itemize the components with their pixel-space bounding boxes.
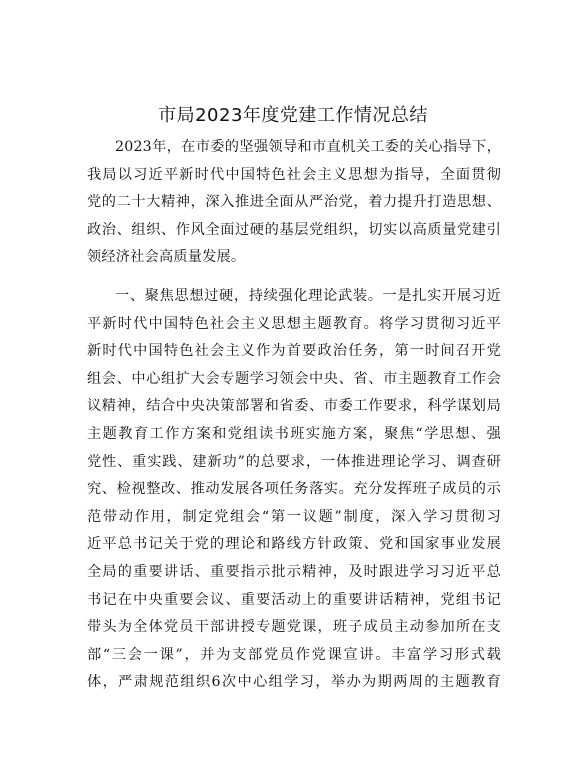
paragraph-line: 近平总书记关于党的理论和路线方针政策、党和国家事业发展 — [87, 536, 501, 553]
paragraph-line: 书记在中央重要会议、重要活动上的重要讲话精神，党组书记 — [87, 591, 501, 608]
document-title: 市局2023年度党建工作情况总结 — [158, 105, 428, 126]
paragraph-intro — [87, 134, 501, 272]
paragraph-line: 我局以习近平新时代中国特色社会主义思想为指导，全面贯彻 — [87, 166, 501, 183]
paragraph-line: 议精神，结合中央决策部署和省委、市委工作要求，科学谋划局 — [87, 398, 501, 415]
paragraph-line: 体，严肃规范组织6次中心组学习，举办为期两周的主题教育 — [87, 674, 501, 691]
paragraph-line: 2023年，在市委的坚强领导和市直机关工委的关心指导下， — [115, 139, 501, 155]
paragraph-line: 范带动作用，制定党组会“第一议题”制度，深入学习贯彻习 — [87, 508, 501, 525]
paragraph-line: 全局的重要讲话、重要指示批示精神，及时跟进学习习近平总 — [87, 563, 501, 580]
paragraph-line: 党性、重实践、建新功”的总要求，一体推进理论学习、调查研 — [87, 453, 501, 470]
paragraph-spacer — [87, 272, 501, 283]
paragraph-line: 党的二十大精神，深入推进全面从严治党，着力提升打造思想、 — [87, 194, 501, 211]
paragraph-line: 部“三会一课”，并为支部党员作党课宣讲。丰富学习形式载 — [87, 646, 501, 663]
paragraph-line: 带头为全体党员干部讲授专题党课，班子成员主动参加所在支 — [87, 619, 501, 636]
paragraph-line: 平新时代中国特色社会主义思想主题教育。将学习贯彻习近平 — [87, 315, 501, 332]
paragraph-line: 政治、组织、作风全面过硬的基层党组织，切实以高质量党建引 — [87, 221, 501, 238]
paragraph-line: 组会、中心组扩大会专题学习领会中央、省、市主题教育工作会 — [87, 370, 501, 387]
paragraph-line: 领经济社会高质量发展。 — [87, 249, 246, 266]
paragraph-line: 新时代中国特色社会主义作为首要政治任务，第一时间召开党 — [87, 343, 501, 360]
document-body — [87, 134, 501, 697]
paragraph-line: 主题教育工作方案和党组读书班实施方案，聚焦“学思想、强 — [87, 425, 501, 442]
paragraph-section-one — [87, 283, 501, 697]
paragraph-line: 究、检视整改、推动发展各项任务落实。充分发挥班子成员的示 — [87, 481, 501, 498]
paragraph-line: 一、聚焦思想过硬，持续强化理论武装。一是扎实开展习近 — [115, 287, 501, 304]
